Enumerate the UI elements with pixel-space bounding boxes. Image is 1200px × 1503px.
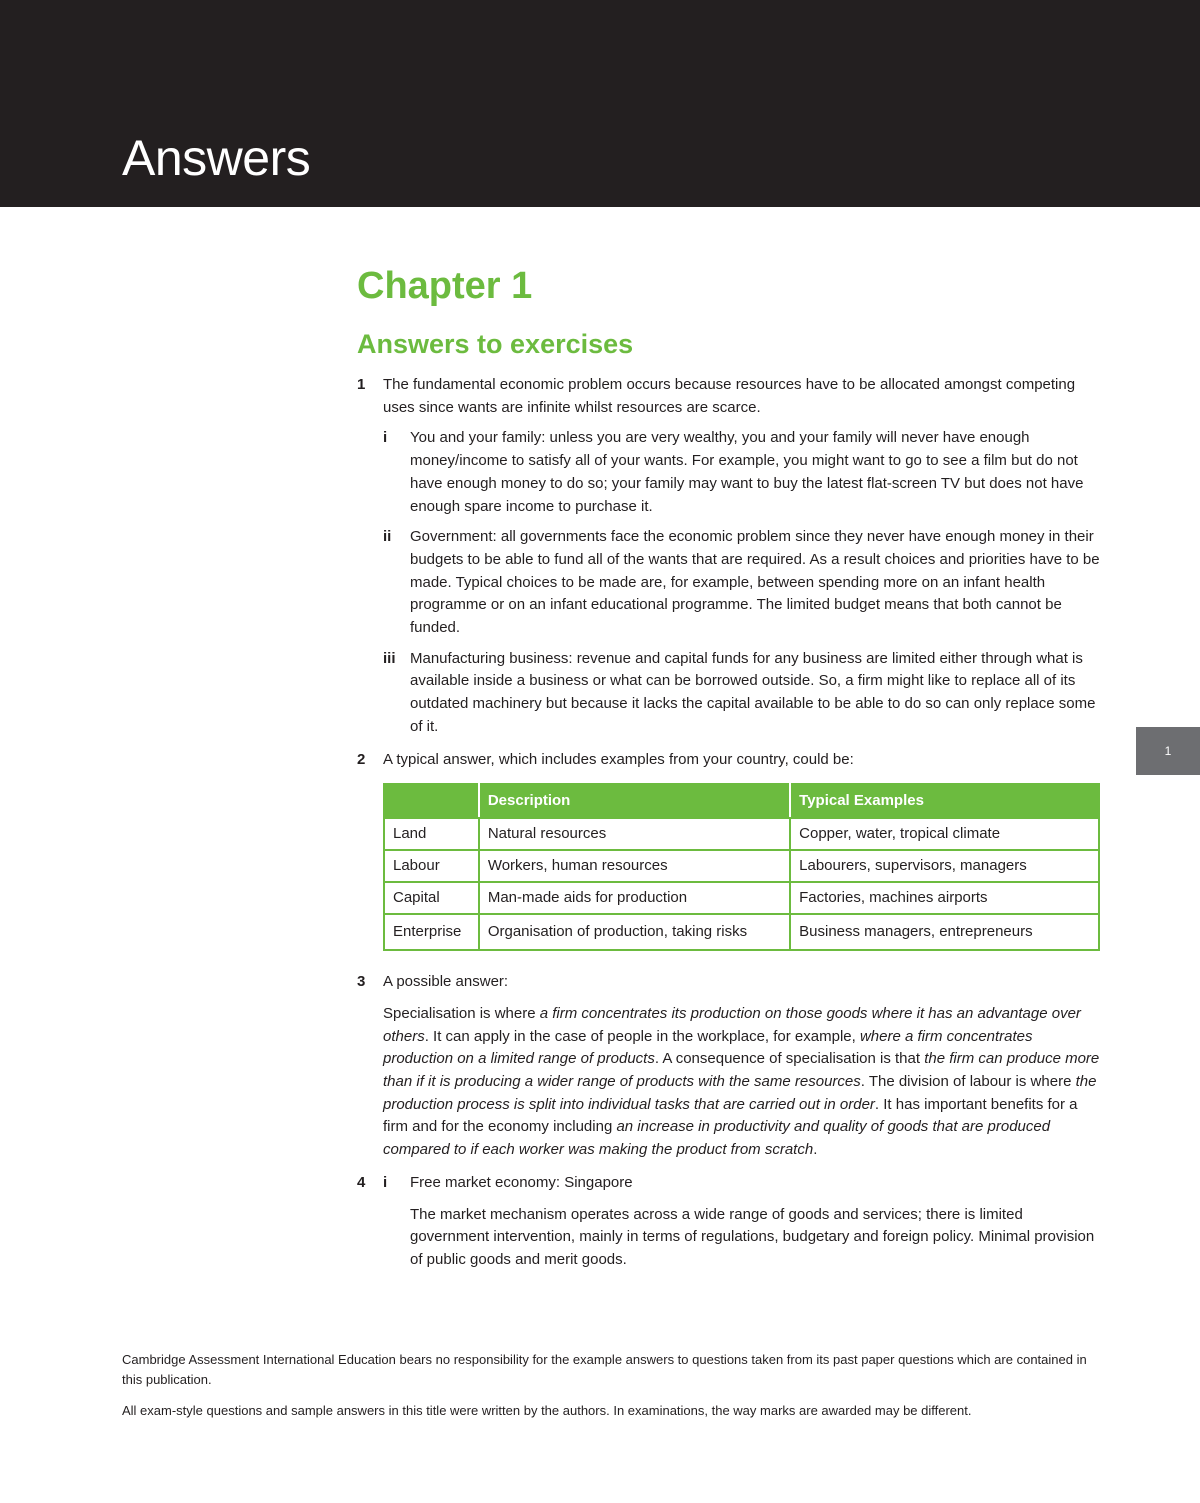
- table-cell: Business managers, entrepreneurs: [790, 914, 1099, 950]
- answer-emphasis: the firm can produce more than if it is producing a wider range of products with the same resources: [383, 1050, 1100, 1091]
- sub-label: i: [383, 429, 388, 447]
- table-cell: Land: [384, 818, 479, 850]
- question-2: [357, 749, 1102, 952]
- answer-emphasis: a firm concentrates its production on those goods where it has an advantage over others: [383, 1004, 1081, 1045]
- table-cell: Labour: [384, 850, 479, 882]
- table-row: [384, 818, 1099, 850]
- sub-answer-text: Manufacturing business: revenue and capital funds for any business are limited either through what is available inside a business or what can be borrowed outside. So, a firm might like to replace all of its outdated machinery but because it lacks the capital available to be able to do so can only replace some of it.: [410, 649, 1096, 735]
- table-cell: Capital: [384, 882, 479, 914]
- sub-label: iii: [383, 649, 396, 667]
- table-cell: Organisation of production, taking risks: [479, 914, 790, 950]
- answer-text: . It has important benefits for a firm and for the economy including: [383, 1095, 1078, 1136]
- question-number: 4: [357, 1173, 366, 1191]
- answer-text: . The division of labour is where: [860, 1073, 1076, 1091]
- table-header-cell: [384, 784, 479, 818]
- section-title: Answers to exercises: [357, 329, 634, 359]
- table-row: [384, 882, 1099, 914]
- table-cell: Workers, human resources: [479, 850, 790, 882]
- table-cell: Labourers, supervisors, managers: [790, 850, 1099, 882]
- footer-disclaimer: [122, 1350, 1102, 1421]
- sub-answer-i: [383, 1172, 1102, 1272]
- question-4: [357, 1172, 1102, 1272]
- header-banner: [0, 0, 1200, 207]
- table-header-cell: Description: [479, 784, 790, 818]
- answer-paragraph: [383, 1003, 1102, 1162]
- table-cell: Factories, machines airports: [790, 882, 1099, 914]
- sub-answer-iii: [383, 648, 1102, 739]
- answer-text: . It can apply in the case of people in the workplace, for example,: [424, 1027, 860, 1045]
- table-header-cell: Typical Examples: [790, 784, 1099, 818]
- sub-answer-ii: [383, 526, 1102, 640]
- table-header-row: [384, 784, 1099, 818]
- table-cell: Enterprise: [384, 914, 479, 950]
- page-number: 1: [1164, 744, 1172, 758]
- sub-answer-text: The market mechanism operates across a wide range of goods and services; there is limited government intervention, mainly in terms of regulations, budgetary and foreign policy. Minimal provision of public goods and merit goods.: [410, 1205, 1095, 1268]
- table-row: [384, 914, 1099, 950]
- answer-text: Specialisation is where: [383, 1004, 540, 1022]
- page-number-tab: [1136, 727, 1200, 775]
- question-text: A typical answer, which includes examples from your country, could be:: [383, 750, 854, 768]
- factors-of-production-table: [383, 783, 1100, 951]
- question-text: The fundamental economic problem occurs because resources have to be allocated amongst competing uses since wants are infinite whilst resources are scarce.: [383, 376, 1076, 416]
- table-cell: Natural resources: [479, 818, 790, 850]
- question-intro: A possible answer:: [383, 973, 509, 991]
- sub-answer-title: Free market economy: Singapore: [410, 1173, 633, 1191]
- answer-emphasis: an increase in productivity and quality of goods that are produced compared to if each worker was making the product from scratch: [383, 1118, 1051, 1159]
- page-title: Answers: [122, 130, 311, 186]
- disclaimer-line: All exam-style questions and sample answers in this title were written by the authors. In examinations, the way marks are awarded may be different.: [122, 1403, 972, 1418]
- sub-label: i: [383, 1173, 388, 1191]
- question-number: 2: [357, 750, 366, 768]
- answer-emphasis: where a firm concentrates production on a limited range of products: [383, 1027, 1033, 1068]
- answer-emphasis: the production process is split into individual tasks that are carried out in order: [383, 1073, 1097, 1113]
- answer-text: . A consequence of specialisation is that: [654, 1050, 925, 1068]
- sub-answer-text: Government: all governments face the economic problem since they never have enough money in their budgets to be able to fund all of the wants that are required. As a result choices and priorities have to be made. Typical choices to be made are, for example, between spending more on an infant health programme or on an infant educational programme. The limited budget means that both cannot be funded.: [410, 528, 1100, 637]
- disclaimer-line: Cambridge Assessment International Education bears no responsibility for the example answers to questions taken from its past paper questions which are contained in this publication.: [122, 1352, 1087, 1387]
- question-1: [357, 374, 1102, 739]
- table-row: [384, 850, 1099, 882]
- sub-label: ii: [383, 528, 392, 546]
- main-content: [357, 258, 1102, 1272]
- table-cell: Copper, water, tropical climate: [790, 818, 1099, 850]
- question-number: 1: [357, 376, 366, 393]
- question-number: 3: [357, 973, 366, 991]
- question-3: [357, 971, 1102, 1162]
- sub-answer-i: [383, 427, 1102, 518]
- chapter-title: Chapter 1: [357, 265, 533, 307]
- answer-text: .: [813, 1141, 818, 1159]
- sub-answer-text: You and your family: unless you are very wealthy, you and your family will never have enough money/income to satisfy all of your wants. For example, you might want to go to see a film but do not have enough money to do so; your family may want to buy the latest flat-screen TV but does not have enough spare income to purchase it.: [410, 429, 1084, 515]
- table-cell: Man-made aids for production: [479, 882, 790, 914]
